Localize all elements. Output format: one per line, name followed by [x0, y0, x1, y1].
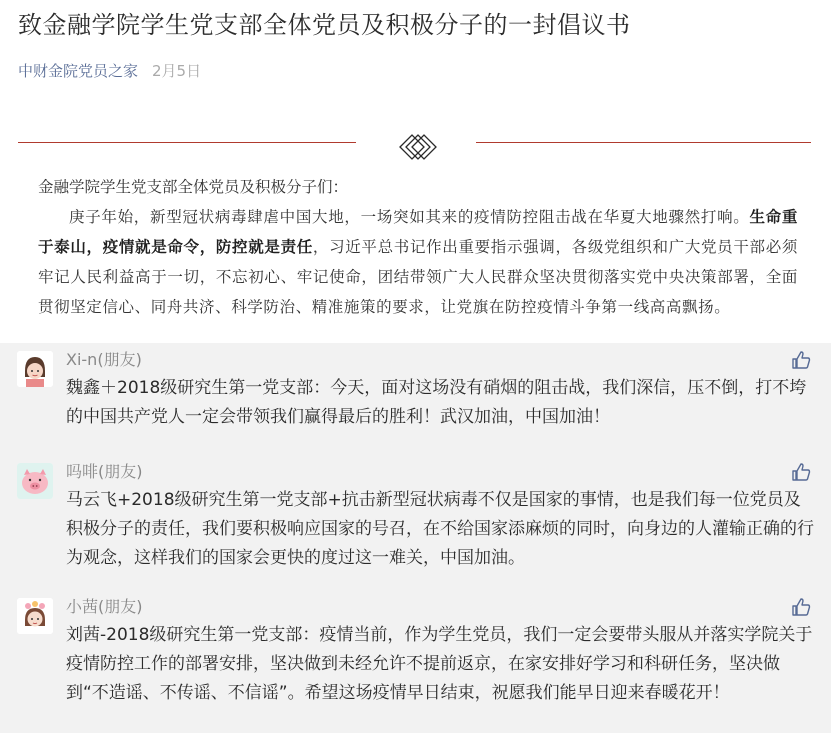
article-body — [38, 172, 798, 322]
comment-nickname: 小茜(朋友) — [66, 597, 143, 616]
thumbs-up-icon[interactable] — [790, 461, 812, 483]
emphasis-text: 生命重于泰山 — [38, 207, 798, 256]
publish-date: 2月5日 — [152, 62, 202, 80]
emphasis-text: 防控就是责任 — [215, 237, 313, 256]
account-name-link[interactable]: 中财金院党员之家 — [18, 62, 139, 80]
emphasis-text: 疫情就是命令 — [102, 237, 200, 256]
divider-line-right — [476, 142, 811, 143]
cartoon-girl-avatar-icon[interactable] — [17, 351, 53, 387]
comment-text: 刘茜-2018级研究生第一党支部：疫情当前，作为学生党员，我们一定会要带头服从并落实学院关于疫情防控工作的部署安排，坚决做到未经允许不提前返京，在家安排好学习和科研任务，坚决做到“不造谣、不传谣、不信谣”。希望这场疫情早日结束，祝愿我们能早日迎来春暖花开！ — [66, 625, 813, 703]
paragraph-text: 庚子年始，新型冠状病毒肆虐中国大地，一场突如其来的疫情防控阻击战在华夏大地骤然打响。 — [69, 208, 750, 226]
comment-nickname: 吗啡(朋友) — [66, 462, 143, 481]
article-title: 致金融学院学生党支部全体党员及积极分子的一封倡议书 — [18, 11, 631, 39]
flower-girl-avatar-icon[interactable] — [17, 598, 53, 634]
article-greeting: 金融学院学生党支部全体党员及积极分子们： — [38, 178, 349, 196]
thumbs-up-icon[interactable] — [790, 349, 812, 371]
emphasis-separator: ， — [199, 237, 216, 256]
emphasis-separator: ， — [86, 237, 103, 256]
diamond-ornament-icon — [390, 129, 444, 165]
comment-text: 马云飞+2018级研究生第一党支部+抗击新型冠状病毒不仅是国家的事情，也是我们每一位党员及积极分子的责任，我们要积极响应国家的号召，在不给国家添麻烦的同时，向身边的人灌输正确的行为观念，这样我们的国家会更快的度过这一难关，中国加油。 — [66, 490, 814, 568]
comments-section — [0, 343, 831, 733]
pig-avatar-icon[interactable] — [17, 463, 53, 499]
paragraph-text: ，习近平总书记作出重要指示强调，各级党组织和广大党员干部必须牢记人民利益高于一切，不忘初心、牢记使命，团结带领广大人民群众坚决贯彻落实党中央决策部署，全面贯彻坚定信心、同舟共济、科学防治、精准施策的要求，让党旗在防控疫情斗争第一线高高飘扬。 — [38, 238, 798, 316]
comment-nickname: Xi-n(朋友) — [66, 350, 142, 369]
comment-text: 魏鑫＋2018级研究生第一党支部：今天，面对这场没有硝烟的阻击战，我们深信，压不倒，打不垮的中国共产党人一定会带领我们赢得最后的胜利！武汉加油，中国加油！ — [66, 378, 807, 427]
thumbs-up-icon[interactable] — [790, 596, 812, 618]
article-paragraph — [38, 202, 798, 322]
article-meta — [18, 61, 201, 81]
divider-line-left — [18, 142, 356, 143]
ornamental-divider — [0, 131, 828, 167]
